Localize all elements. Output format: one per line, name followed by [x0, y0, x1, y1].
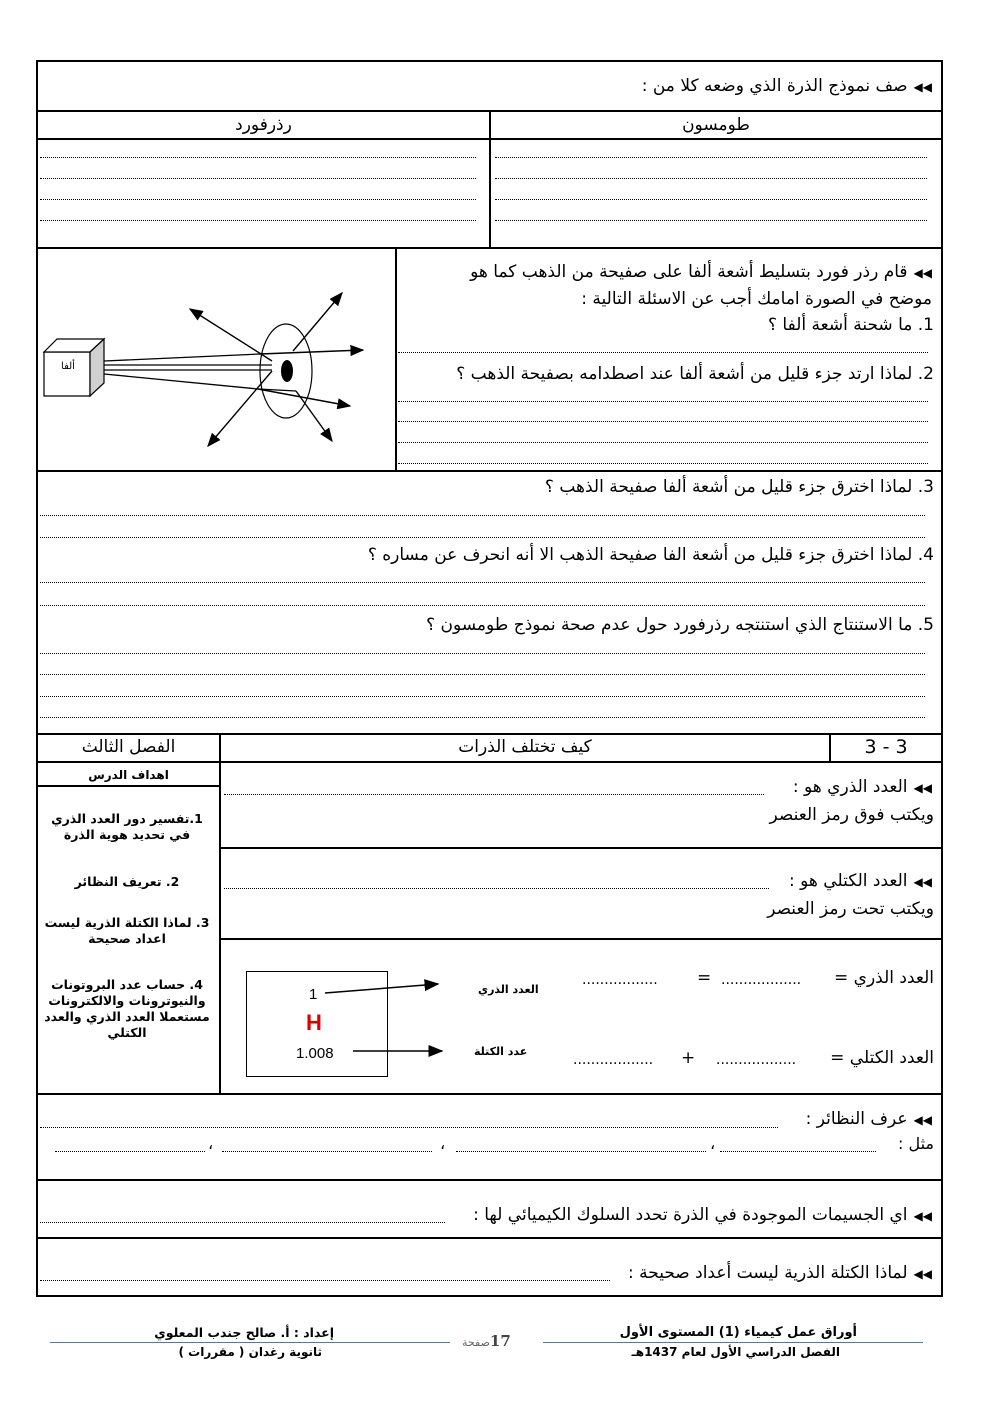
- particles-question: ◀◀اي الجسيمات الموجودة في الذرة تحدد السلوك الكيميائي لها :: [473, 1205, 932, 1225]
- answer-line-q2[interactable]: [398, 401, 928, 402]
- comma: ،: [440, 1134, 446, 1153]
- bullet-icon: ◀◀: [913, 875, 932, 889]
- comma: ،: [710, 1134, 716, 1153]
- footer-course-title: أوراق عمل كيمياء (1) المستوى الأول: [619, 1325, 857, 1340]
- footer-school: ثانوية رغدان ( مقررات ): [178, 1345, 322, 1359]
- element-atomic-number: 1: [309, 986, 318, 1003]
- arrow-icon: [320, 975, 450, 1065]
- mass-number-equation-label: العدد الكتلي =: [830, 1048, 934, 1068]
- objectives-title: اهداف الدرس: [88, 768, 169, 782]
- answer-line-rutherford[interactable]: [40, 220, 476, 221]
- divider: [36, 1093, 943, 1095]
- question-4: 4. لماذا اخترق جزء قليل من أشعة الفا صفيحة الذهب الا أنه انحرف عن مساره ؟: [367, 545, 934, 565]
- divider: [219, 733, 221, 1093]
- mass-number-blank-2[interactable]: ..................: [573, 1052, 654, 1068]
- answer-line-thomson[interactable]: [495, 178, 927, 179]
- objective-item: 1.تفسير دور العدد الذري في تحديد هوية الذرة: [51, 811, 203, 842]
- divider: [36, 733, 943, 735]
- footer-author: إعداد : أ. صالح جندب المعلوي: [154, 1325, 334, 1340]
- column-header-rutherford: رذرفورد: [235, 115, 292, 135]
- answer-line-rutherford[interactable]: [40, 199, 476, 200]
- page-number-value: 17: [489, 1332, 511, 1350]
- column-header-thomson: طومسون: [682, 115, 750, 135]
- section2-intro-cont: موضح في الصورة امامك أجب عن الاسئلة التالية :: [581, 289, 932, 309]
- svg-text:ألفا: ألفا: [61, 361, 75, 372]
- comma: ،: [208, 1134, 214, 1153]
- element-mass: 1.008: [296, 1045, 334, 1062]
- bullet-icon: ◀◀: [913, 80, 932, 94]
- lesson-title: كيف تختلف الذرات: [458, 737, 592, 757]
- answer-line-q3[interactable]: [40, 515, 925, 516]
- atomic-number-blank-1[interactable]: ..................: [721, 972, 802, 988]
- answer-line-q4[interactable]: [40, 582, 925, 583]
- mass-number-note: ويكتب تحت رمز العنصر: [767, 899, 934, 919]
- answer-line-q2[interactable]: [398, 463, 928, 464]
- answer-line-q5[interactable]: [40, 696, 925, 697]
- answer-line-q2[interactable]: [398, 421, 928, 422]
- answer-line-q1[interactable]: [398, 352, 928, 353]
- bullet-icon: ◀◀: [913, 266, 932, 280]
- page-number: [462, 1331, 511, 1350]
- answer-line-thomson[interactable]: [495, 220, 927, 221]
- isotope-example-1[interactable]: [720, 1151, 876, 1152]
- answer-line-q5[interactable]: [40, 653, 925, 654]
- mass-number-blank-1[interactable]: ..................: [716, 1052, 797, 1068]
- isotope-example-3[interactable]: [222, 1151, 432, 1152]
- arrow-label-atomic-number: العدد الذري: [478, 983, 539, 996]
- divider: [395, 247, 397, 470]
- section2-intro: ◀◀قام رذر فورد بتسليط أشعة ألفا على صفيحة من الذهب كما هو: [470, 262, 932, 282]
- objective-item: 2. تعريف النظائر: [74, 874, 180, 889]
- divider: [36, 470, 943, 472]
- objective-item: 4. حساب عدد البروتونات والنيوترونات والالكترونات مستعملا العدد الذري والعدد الكتلي: [44, 977, 210, 1040]
- answer-line-q2[interactable]: [398, 442, 928, 443]
- lesson-number: 3 - 3: [864, 736, 908, 758]
- question-1: 1. ما شحنة أشعة ألفا ؟: [768, 315, 934, 335]
- answer-line-q3[interactable]: [40, 537, 925, 538]
- isotope-example-4[interactable]: [55, 1151, 205, 1152]
- divider: [36, 1179, 943, 1181]
- question-3: 3. لماذا اخترق جزء قليل من أشعة ألفا صفيحة الذهب ؟: [544, 477, 934, 497]
- atomic-number-label: ◀◀العدد الذري هو :: [792, 777, 932, 797]
- arrow-label-mass: عدد الكتلة: [474, 1045, 528, 1058]
- bullet-icon: ◀◀: [913, 781, 932, 795]
- divider: [219, 938, 943, 940]
- mass-number-label: ◀◀العدد الكتلي هو :: [789, 871, 932, 891]
- answer-line-q4[interactable]: [40, 605, 925, 606]
- answer-line-rutherford[interactable]: [40, 157, 476, 158]
- isotopes-example-label: مثل :: [898, 1134, 934, 1153]
- bullet-icon: ◀◀: [913, 1267, 932, 1281]
- divider: [36, 785, 220, 787]
- atomic-number-answer[interactable]: [224, 794, 764, 795]
- particles-answer[interactable]: [40, 1222, 445, 1223]
- question-2: 2. لماذا ارتد جزء قليل من أشعة ألفا عند اصطدامه بصفيحة الذهب ؟: [456, 364, 934, 384]
- atomic-mass-answer[interactable]: [40, 1280, 610, 1281]
- atomic-number-blank-2[interactable]: .................: [582, 972, 658, 988]
- divider: [36, 1237, 943, 1239]
- answer-line-thomson[interactable]: [495, 199, 927, 200]
- page-word: صفحة: [462, 1336, 490, 1349]
- bullet-icon: ◀◀: [913, 1209, 932, 1223]
- mass-number-answer[interactable]: [224, 888, 769, 889]
- gold-foil-diagram: [38, 249, 394, 469]
- footer-rule: [50, 1342, 450, 1343]
- isotopes-prompt: ◀◀عرف النظائر :: [805, 1109, 932, 1129]
- footer-term: الفصل الدراسي الأول لعام 1437هـ: [631, 1345, 840, 1359]
- answer-line-q5[interactable]: [40, 717, 925, 718]
- question-5: 5. ما الاستنتاج الذي استنتجه رذرفورد حول عدم صحة نموذج طومسون ؟: [426, 615, 934, 635]
- section1-prompt: ◀◀صف نموذج الذرة الذي وضعه كلا من :: [641, 76, 932, 96]
- bullet-icon: ◀◀: [913, 1113, 932, 1127]
- footer-rule: [543, 1342, 923, 1343]
- answer-line-rutherford[interactable]: [40, 178, 476, 179]
- atomic-number-equation-label: العدد الذري =: [834, 968, 934, 988]
- divider: [219, 847, 943, 849]
- divider: [36, 761, 943, 763]
- objective-item: 3. لماذا الكتلة الذرية ليست اعداد صحيحة: [44, 915, 210, 946]
- element-symbol: H: [306, 1010, 322, 1035]
- answer-line-q5[interactable]: [40, 674, 925, 675]
- atomic-number-equals: =: [697, 968, 712, 988]
- mass-number-plus: +: [681, 1048, 696, 1068]
- atomic-mass-question: ◀◀لماذا الكتلة الذرية ليست أعداد صحيحة :: [627, 1263, 932, 1283]
- gold-foil-experiment-icon: [38, 249, 394, 469]
- isotope-example-2[interactable]: [456, 1151, 706, 1152]
- atomic-number-note: ويكتب فوق رمز العنصر: [769, 805, 934, 825]
- chapter-label: الفصل الثالث: [81, 737, 176, 757]
- answer-line-thomson[interactable]: [495, 157, 927, 158]
- isotopes-answer[interactable]: [40, 1127, 778, 1128]
